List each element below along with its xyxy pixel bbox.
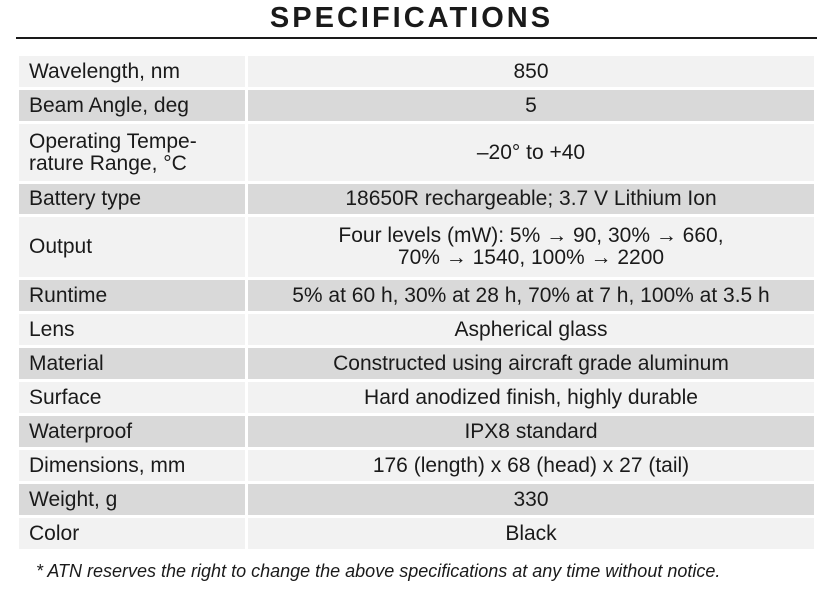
table-row [18, 483, 816, 517]
footnote: * ATN reserves the right to change the above specifications at any time without notice. [36, 561, 721, 581]
row-value: Constructed using aircraft grade aluminum [247, 347, 816, 381]
row-value: Black [247, 517, 816, 551]
row-label: Lens [18, 313, 247, 347]
row-label: Color [18, 517, 247, 551]
table-row [18, 183, 816, 216]
table-row [18, 313, 816, 347]
row-value: –20° to +40 [247, 123, 816, 183]
specifications-table [16, 53, 817, 552]
row-label: Material [18, 347, 247, 381]
row-label: Wavelength, nm [18, 55, 247, 89]
row-label: Beam Angle, deg [18, 89, 247, 123]
row-value: Hard anodized finish, highly durable [247, 381, 816, 415]
row-label: Battery type [18, 183, 247, 216]
row-value: 5 [247, 89, 816, 123]
row-label [18, 123, 247, 183]
table-row [18, 517, 816, 551]
row-value-line: Four levels (mW): 5% → 90, 30% → 660, [338, 224, 724, 247]
title-divider [16, 37, 817, 39]
row-value: 176 (length) x 68 (head) x 27 (tail) [247, 449, 816, 483]
row-value-line: 70% → 1540, 100% → 2200 [397, 246, 665, 269]
table-row [18, 89, 816, 123]
table-row [18, 347, 816, 381]
row-label: Output [18, 216, 247, 279]
row-label: Surface [18, 381, 247, 415]
page-title: SPECIFICATIONS [269, 2, 554, 34]
table-row [18, 216, 816, 279]
row-label: Weight, g [18, 483, 247, 517]
row-value: 330 [247, 483, 816, 517]
row-value: 850 [247, 55, 816, 89]
table-row [18, 381, 816, 415]
row-label: Dimensions, mm [18, 449, 247, 483]
row-value: IPX8 standard [247, 415, 816, 449]
table-row [18, 279, 816, 313]
row-value: Aspherical glass [247, 313, 816, 347]
row-value: 5% at 60 h, 30% at 28 h, 70% at 7 h, 100% at 3.5 h [247, 279, 816, 313]
row-value [247, 216, 816, 279]
table-row [18, 415, 816, 449]
row-label-line: Operating Tempe- [29, 129, 197, 153]
table-row [18, 55, 816, 89]
table-row [18, 449, 816, 483]
row-value: 18650R rechargeable; 3.7 V Lithium Ion [247, 183, 816, 216]
row-label: Waterproof [18, 415, 247, 449]
row-label-line: rature Range, °C [29, 151, 187, 175]
table-row [18, 123, 816, 183]
row-label: Runtime [18, 279, 247, 313]
